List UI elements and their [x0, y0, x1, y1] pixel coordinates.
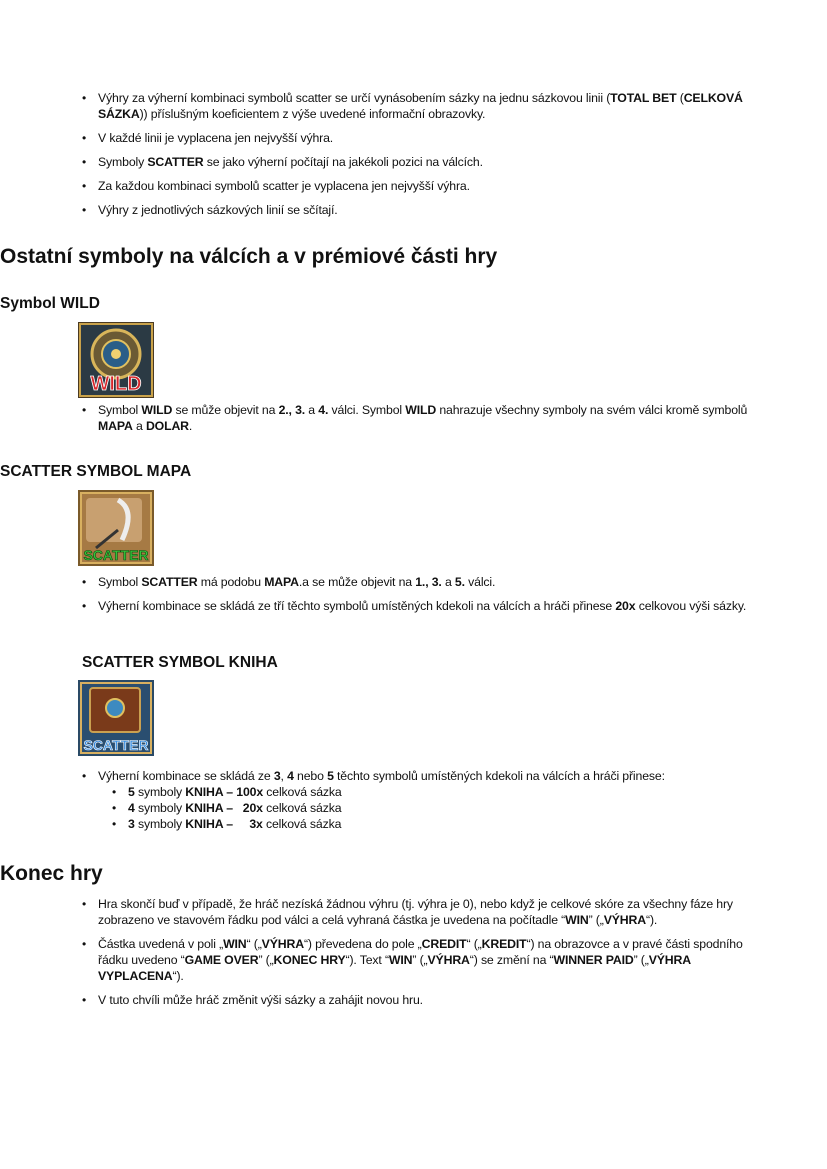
text: V tuto chvíli může hráč změnit výši sázky a zahájit novou hru.	[98, 993, 423, 1007]
bold-text: VÝHRA	[261, 937, 304, 951]
bold-text: 3	[273, 769, 281, 783]
bold-text: KNIHA – 100x	[185, 785, 264, 799]
bold-text: KREDIT	[481, 937, 527, 951]
mapa-list	[0, 574, 758, 614]
text: se může objevit na	[172, 403, 279, 417]
bold-text: 4.	[318, 403, 329, 417]
text: “ („	[246, 937, 262, 951]
list-item	[0, 800, 788, 816]
text: )) příslušným koeficientem z výše uvedené informační obrazovky.	[139, 107, 486, 121]
intro-list	[0, 90, 758, 218]
bold-text: MAPA	[98, 419, 133, 433]
bold-text: WILD	[405, 403, 437, 417]
bold-text: MAPA	[264, 575, 299, 589]
list-item	[0, 816, 788, 832]
text: Výhry za výherní kombinaci symbolů scatter se určí vynásobením sázky na jednu sázkovou linii (	[98, 91, 611, 105]
bold-text: 3	[128, 817, 135, 831]
bold-text: SCATTER	[141, 575, 198, 589]
kniha-heading: SCATTER SYMBOL KNIHA	[82, 654, 278, 671]
list-item	[0, 90, 758, 122]
wild-heading: Symbol WILD	[0, 295, 100, 312]
text: symboly	[134, 817, 186, 831]
end-list	[0, 896, 758, 1008]
text: a	[132, 419, 146, 433]
kniha-list	[0, 768, 788, 784]
list-item	[0, 402, 758, 434]
list-item	[0, 936, 758, 984]
text: “).	[646, 913, 658, 927]
section-heading: Ostatní symboly na válcích a v prémiové části hry	[0, 245, 498, 268]
text: Výhry z jednotlivých sázkových linií se sčítají.	[98, 203, 338, 217]
text: symboly	[134, 801, 186, 815]
bold-text: 2., 3.	[278, 403, 306, 417]
bold-text: 5	[128, 785, 135, 799]
list-item	[0, 784, 788, 800]
end-heading: Konec hry	[0, 862, 103, 885]
text: Symboly	[98, 155, 148, 169]
bold-text: WIN	[565, 913, 589, 927]
wild-symbol-image	[78, 322, 154, 398]
text: “).	[172, 969, 184, 983]
text: Částka uvedená v poli „	[98, 937, 224, 951]
text: Výherní kombinace se skládá ze tří těchto symbolů umístěných kdekoli na válcích a hráči přinese	[98, 599, 616, 613]
kniha-payout-list	[0, 784, 788, 832]
text: ” („	[588, 913, 604, 927]
text: nahrazuje všechny symboly na svém válci kromě symbolů	[436, 403, 748, 417]
text: válci.	[464, 575, 496, 589]
bold-text: CREDIT	[421, 937, 467, 951]
bold-text: 4	[128, 801, 135, 815]
text: Hra skončí buď v případě, že hráč nezíská žádnou výhru (tj. výhra je 0), nebo když je celkové skóre za všechny fáze hry zobrazeno ve stavovém řádku pod válci a celá vyhraná částka je uvedena na počítadle “	[98, 897, 733, 927]
text: těchto symbolů umístěných kdekoli na válcích a hráči přinese:	[333, 769, 665, 783]
text: celkovou výši sázky.	[635, 599, 747, 613]
list-item	[0, 992, 758, 1008]
text: symboly	[134, 785, 186, 799]
bold-text: WIN	[388, 953, 413, 967]
svg-text:SCATTER: SCATTER	[83, 737, 149, 753]
text: (	[676, 91, 684, 105]
mapa-scatter-symbol-image	[78, 490, 154, 566]
list-item	[0, 178, 758, 194]
bold-text: DOLAR	[145, 419, 189, 433]
text: nebo	[293, 769, 328, 783]
bold-text: WILD	[141, 403, 173, 417]
list-item	[0, 154, 758, 170]
bold-text: VÝHRA	[427, 953, 470, 967]
list-item	[0, 768, 758, 784]
bold-text: KNIHA – 20x	[185, 801, 263, 815]
text: Symbol	[98, 403, 142, 417]
svg-text:SCATTER: SCATTER	[83, 547, 149, 563]
list-item	[0, 202, 758, 218]
text: “). Text “	[345, 953, 389, 967]
text: Výherní kombinace se skládá ze	[98, 769, 274, 783]
text: celková sázka	[262, 817, 342, 831]
text: celková sázka	[262, 801, 342, 815]
text: a	[441, 575, 455, 589]
list-item	[0, 130, 758, 146]
text: “ („	[466, 937, 482, 951]
mapa-heading: SCATTER SYMBOL MAPA	[0, 463, 192, 480]
list-item	[0, 574, 758, 590]
list-item	[0, 598, 758, 614]
bold-text: WIN	[223, 937, 247, 951]
text: ” („	[258, 953, 274, 967]
bold-text: KNIHA – 3x	[185, 817, 263, 831]
bold-text: SCATTER	[147, 155, 204, 169]
text: “) se změní na “	[469, 953, 554, 967]
text: .a se může objevit na	[298, 575, 416, 589]
wild-list	[0, 402, 758, 434]
bold-text: WINNER PAID	[553, 953, 634, 967]
text: se jako výherní počítají na jakékoli pozici na válcích.	[203, 155, 483, 169]
bold-text: GAME OVER	[184, 953, 259, 967]
bold-text: TOTAL BET	[610, 91, 677, 105]
text: Za každou kombinaci symbolů scatter je vyplacena jen nejvyšší výhra.	[98, 179, 470, 193]
text: Symbol	[98, 575, 142, 589]
text: ” („	[633, 953, 649, 967]
bold-text: 20x	[615, 599, 636, 613]
bold-text: KONEC HRY	[273, 953, 346, 967]
bold-text: VÝHRA	[603, 913, 646, 927]
text: ” („	[412, 953, 428, 967]
text: “) převedena do pole „	[303, 937, 422, 951]
bold-text: 5.	[454, 575, 465, 589]
text: ,	[280, 769, 288, 783]
text: “) na obrazovce a v pravé části spodního řádku uvedeno “	[98, 937, 743, 967]
bold-text: VÝHRA VYPLACENA	[98, 953, 691, 983]
bold-text: 4	[287, 769, 294, 783]
text: V každé linii je vyplacena jen nejvyšší výhra.	[98, 131, 334, 145]
kniha-scatter-symbol-image	[78, 680, 154, 756]
text: válci. Symbol	[328, 403, 406, 417]
list-item	[0, 896, 758, 928]
bold-text: 5	[327, 769, 334, 783]
text: má podobu	[197, 575, 265, 589]
text: a	[305, 403, 319, 417]
bold-text: 1., 3.	[415, 575, 442, 589]
text: celková sázka	[263, 785, 342, 799]
svg-text:WILD: WILD	[90, 373, 142, 395]
bold-text: CELKOVÁ SÁZKA	[98, 91, 743, 121]
text: .	[188, 419, 193, 433]
